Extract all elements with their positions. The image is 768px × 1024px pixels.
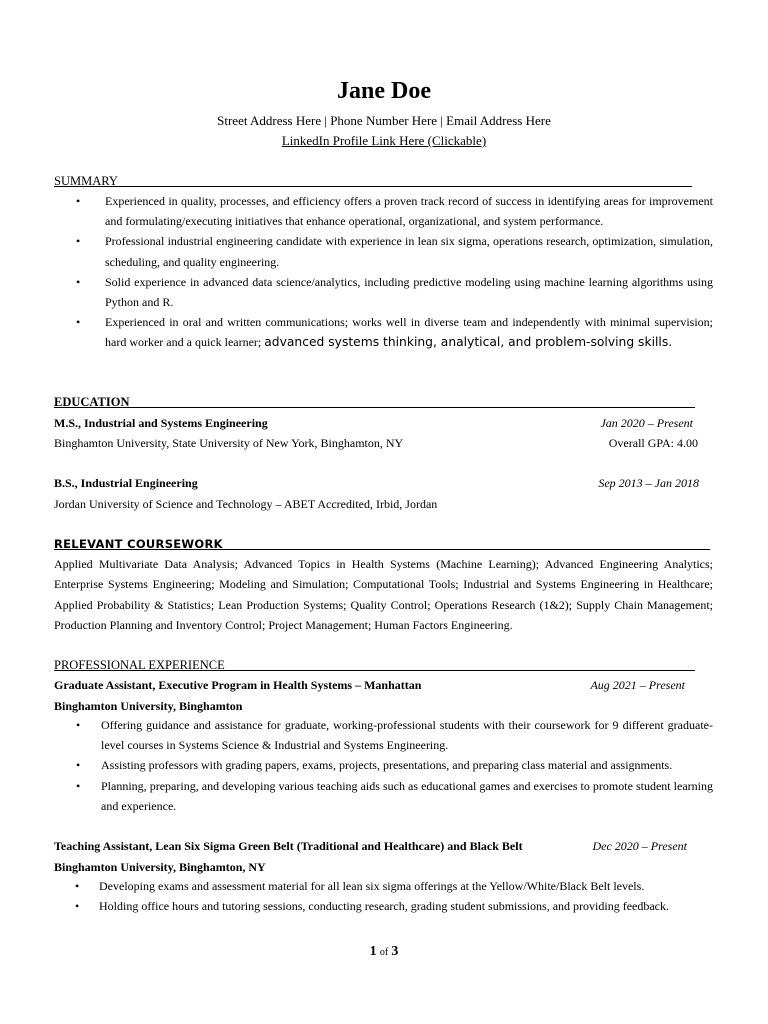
job1-bullet-text: Planning, preparing, and developing various teaching aids such as educational games and exercises to promote student learning and experience. [101,778,713,813]
bullet-icon: • [76,758,81,773]
job2-list [54,876,734,916]
bullet-icon: • [75,899,80,914]
page-number [0,941,768,963]
candidate-name: Jane Doe [337,78,431,104]
summary-bullet [54,272,713,312]
job2-org: Binghamton University, Binghamton, NY [54,860,266,874]
job1-bullet [54,755,713,775]
page-of: of [379,947,389,958]
summary-heading: SUMMARY [54,174,118,188]
coursework-rule [54,549,710,550]
job1-bullet-text: Assisting professors with grading papers, exams, projects, presentations, and preparing class material and assignments. [101,758,673,773]
bs-dates: Sep 2013 – Jan 2018 [598,476,699,490]
job2-dates: Dec 2020 – Present [592,839,687,853]
bullet-icon: • [76,718,81,732]
experience-heading: PROFESSIONAL EXPERIENCE [54,658,225,672]
ms-school: Binghamton University, State University of New York, Binghamton, NY [54,436,404,450]
job1-bullet-text: Offering guidance and assistance for graduate, working-professional students with their coursework for 9 different graduate-level courses in Systems Science & Industrial and Systems Engineering. [101,718,713,753]
summary-bullet [54,231,713,271]
bullet-icon: • [76,778,81,793]
experience-rule [54,670,695,671]
summary-list [54,191,713,353]
job1-org: Binghamton University, Binghamton [54,699,243,713]
page-total: 3 [391,944,399,959]
summary-bullet-text: Experienced in quality, processes, and efficiency offers a proven track record of success in identifying areas for improvement and formulating/executing initiatives that enhance operational, organizational, and system performance. [105,194,713,229]
job1-title: Graduate Assistant, Executive Program in Health Systems – Manhattan [54,678,422,692]
summary-bullet-period: . [668,335,673,350]
bs-degree: B.S., Industrial Engineering [54,476,198,490]
job2-bullet-text: Holding office hours and tutoring sessions, conducting research, grading student submissions, and providing feedback. [99,899,670,914]
summary-rule [54,186,692,187]
job1-bullet [54,776,713,816]
job1-dates: Aug 2021 – Present [590,678,685,692]
coursework-heading: RELEVANT COURSEWORK [54,537,223,551]
job2-bullet [54,896,734,916]
summary-bullet [54,312,713,352]
summary-bullet-text: Solid experience in advanced data science/analytics, including predictive modeling using machine learning algorithms using Python and R. [105,274,713,310]
bullet-icon: • [76,234,81,249]
job1-list [54,715,713,816]
education-rule [54,407,695,408]
bullet-icon: • [76,194,81,208]
bs-school: Jordan University of Science and Technology – ABET Accredited, Irbid, Jordan [54,497,438,511]
job2-bullet-text: Developing exams and assessment material for all lean six sigma offerings at the Yellow/White/Black Belt levels. [99,879,645,893]
job1-bullet [54,715,713,755]
ms-gpa: Overall GPA: 4.00 [608,436,698,450]
summary-bullet [54,191,713,231]
summary-bullet-text: Professional industrial engineering candidate with experience in lean six sigma, operations research, optimization, simulation, scheduling, and quality engineering. [105,234,713,269]
bullet-icon: • [76,315,81,330]
job2-bullet [54,876,734,896]
page-current: 1 [369,944,377,959]
contact-line: Street Address Here | Phone Number Here | Email Address Here [217,113,551,128]
summary-bullet-text-emphasis: advanced systems thinking, analytical, and problem-solving skills [264,335,669,350]
bullet-icon: • [75,879,80,893]
linkedin-line [0,132,768,150]
education-heading: EDUCATION [54,395,130,409]
ms-dates: Jan 2020 – Present [600,416,693,430]
linkedin-link[interactable]: LinkedIn Profile Link Here (Clickable) [281,133,487,148]
bullet-icon: • [76,274,81,289]
job2-title: Teaching Assistant, Lean Six Sigma Green Belt (Traditional and Healthcare) and Black Belt [54,839,523,853]
ms-degree: M.S., Industrial and Systems Engineering [54,416,268,430]
summary-bullet-text: Experienced in oral and written communications; works well in diverse team and independently with minimal supervision; hard worker and a quick learner; [105,315,713,350]
coursework-text: Applied Multivariate Data Analysis; Advanced Topics in Health Systems (Machine Learning); Advanced Engineering Analytics; Enterprise Systems Engineering; Modeling and Simulation; Computational Tools; Industrial and Systems Engineering in Healthcare; Applied Probability & Statistics; Lean Production Systems; Quality Control; Operations Research (1&2); Supply Chain Management; Production Planning and Inventory Control; Project Management; Human Factors Engineering. [54,557,713,632]
